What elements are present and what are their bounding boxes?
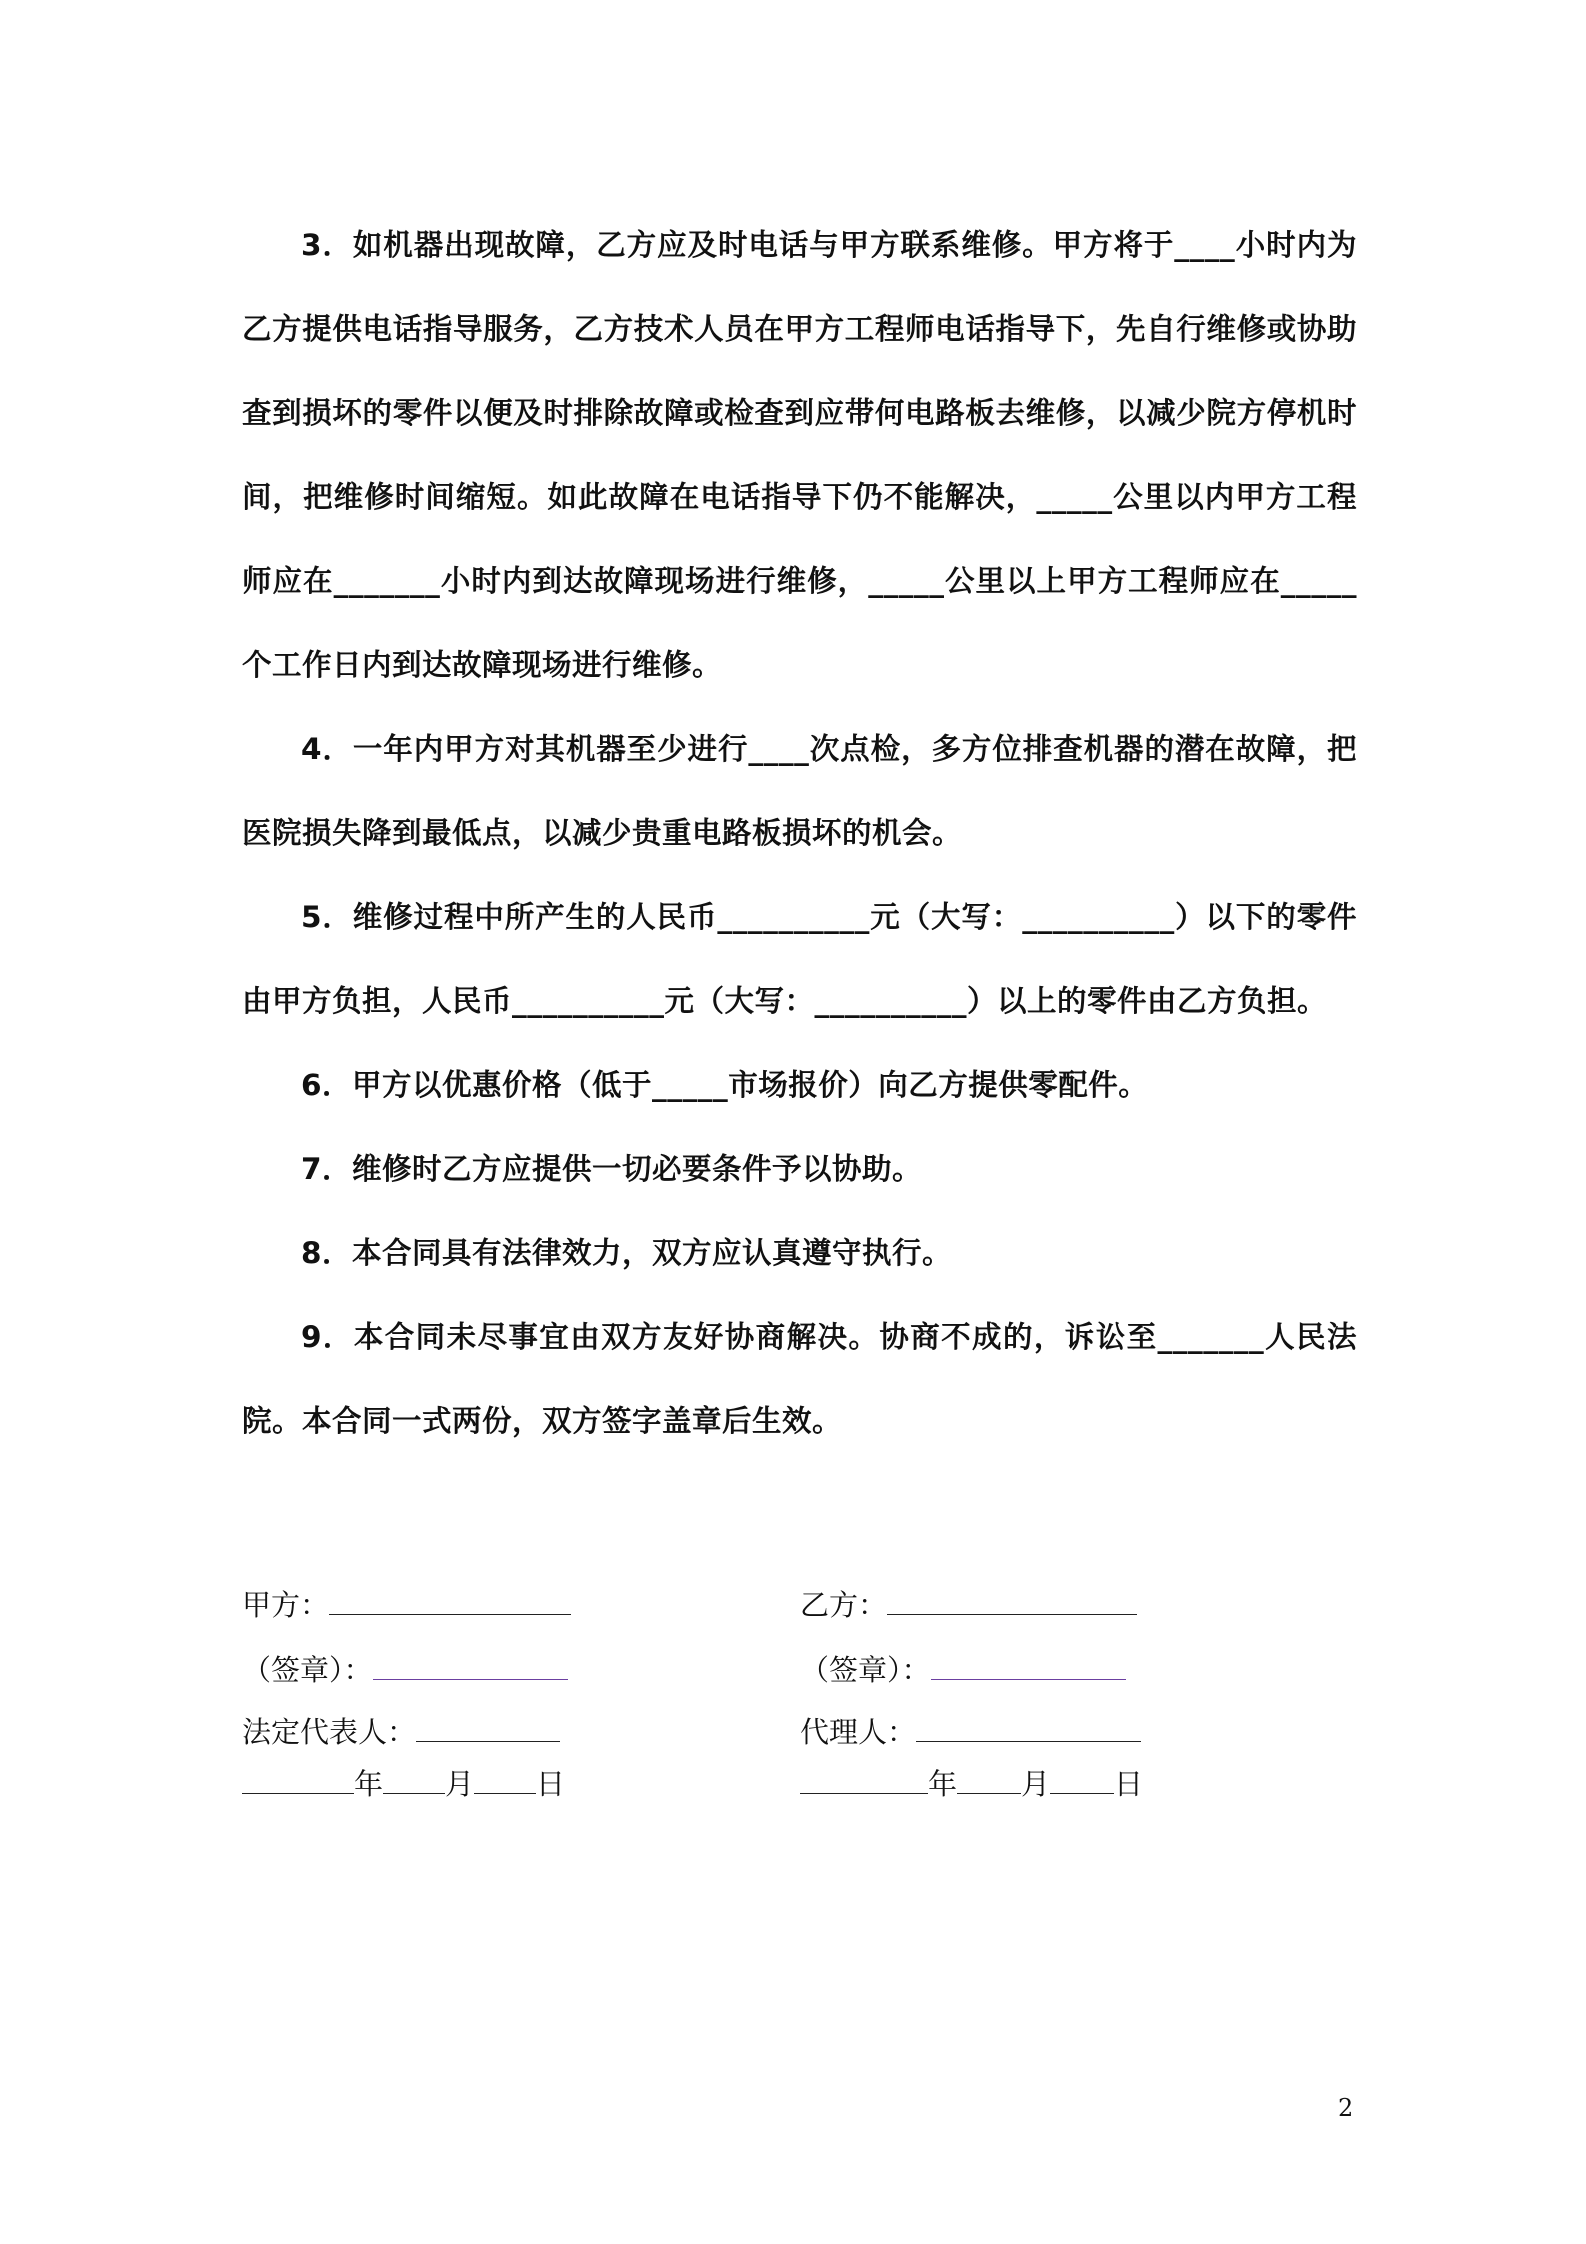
party-b-day-label: 日 [1114, 1767, 1144, 1801]
party-a-rep-row [242, 1712, 560, 1752]
party-b-day-line [1050, 1767, 1114, 1794]
party-a-year-label: 年 [354, 1767, 384, 1801]
party-b-month-line [957, 1767, 1021, 1794]
party-a-seal-label: （签章）： [242, 1653, 373, 1687]
party-a-name-row [242, 1585, 571, 1625]
party-b-seal-line [931, 1653, 1126, 1680]
clause-4: 4．一年内甲方对其机器至少进行____次点检，多方位排查机器的潜在故障，把医院损失降到最低点，以减少贵重电路板损坏的机会。 [242, 732, 1357, 850]
clause-6: 6．甲方以优惠价格（低于_____市场报价）向乙方提供零配件。 [301, 1068, 1149, 1102]
party-b-name-row [800, 1585, 1137, 1625]
clause-9: 9．本合同未尽事宜由双方友好协商解决。协商不成的，诉讼至_______人民法院。本合同一式两份，双方签字盖章后生效。 [242, 1320, 1357, 1438]
party-b-date-row [800, 1764, 1143, 1804]
party-b-seal-row [800, 1650, 1126, 1690]
clause-3: 3．如机器出现故障，乙方应及时电话与甲方联系维修。甲方将于____小时内为乙方提供电话指导服务，乙方技术人员在甲方工程师电话指导下，先自行维修或协助查到损坏的零件以便及时排除故障或检查到应带何电路板去维修，以减少院方停机时间，把维修时间缩短。如此故障在电话指导下仍不能解决，_____公里以内甲方工程师应在_______小时内到达故障现场进行维修，_____公里以上甲方工程师应在_____个工作日内到达故障现场进行维修。 [242, 228, 1357, 682]
party-b-rep-line [916, 1715, 1141, 1742]
party-a-seal-line [373, 1653, 568, 1680]
contract-clauses [242, 203, 1357, 1463]
party-a-day-line [474, 1767, 536, 1794]
party-a-rep-label: 法定代表人： [242, 1715, 417, 1749]
clause-7: 7．维修时乙方应提供一切必要条件予以协助。 [301, 1152, 923, 1186]
party-b-month-label: 月 [1021, 1767, 1051, 1801]
party-a-year-line [242, 1767, 354, 1794]
party-a-name-line [329, 1588, 571, 1615]
party-a-label: 甲方： [242, 1588, 330, 1622]
party-a-month-label: 月 [445, 1767, 475, 1801]
party-b-name-line [887, 1588, 1137, 1615]
page-number: 2 [1338, 2094, 1354, 2122]
party-a-seal-row [242, 1650, 568, 1690]
party-b-rep-row [800, 1712, 1141, 1752]
party-b-seal-label: （签章）： [800, 1653, 931, 1687]
party-b-year-line [800, 1767, 928, 1794]
party-b-label: 乙方： [800, 1588, 888, 1622]
party-a-day-label: 日 [536, 1767, 566, 1801]
party-a-rep-line [416, 1715, 560, 1742]
party-b-year-label: 年 [928, 1767, 958, 1801]
party-b-rep-label: 代理人： [800, 1715, 917, 1749]
party-a-date-row [242, 1764, 565, 1804]
clause-5: 5．维修过程中所产生的人民币__________元（大写：__________）以下的零件由甲方负担，人民币__________元（大写：__________）以上的零件由乙方负担。 [242, 900, 1357, 1018]
party-a-month-line [383, 1767, 445, 1794]
clause-8: 8．本合同具有法律效力，双方应认真遵守执行。 [301, 1236, 953, 1270]
